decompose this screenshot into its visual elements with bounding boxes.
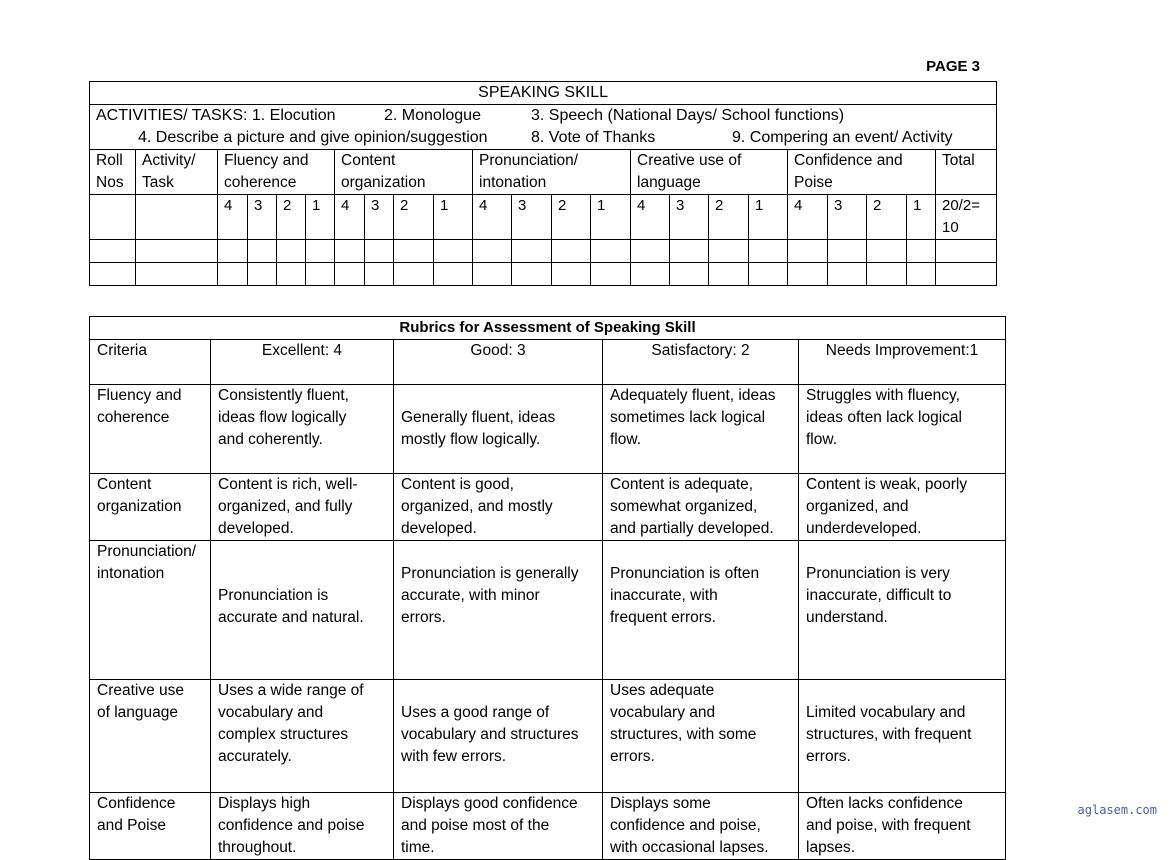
rubric-line: Displays good confidence (401, 795, 578, 812)
rubric-header-excellent: Excellent: 4 (211, 340, 394, 385)
rubric-cell-good (394, 385, 603, 474)
rubric-cell-good (394, 680, 603, 793)
score-activity-blank (136, 195, 218, 240)
rubric-line: ideas flow logically (218, 409, 347, 426)
rubric-line: Pronunciation is often (610, 565, 760, 582)
rubric-line: Often lacks confidence (806, 795, 963, 812)
activity-elocution: ACTIVITIES/ TASKS: 1. Elocution (96, 107, 336, 124)
score-cell: 1 (749, 195, 788, 240)
score-cell: 4 (631, 195, 670, 240)
rubric-line: frequent errors. (610, 609, 716, 626)
rubric-cell-satisfactory (603, 680, 799, 793)
rubric-line: confidence and poise, (610, 817, 761, 834)
total-score: 20/2= 10 (936, 195, 997, 240)
rubric-line: organized, and fully (218, 498, 353, 515)
rubric-line: Content is weak, poorly (806, 476, 968, 493)
blank-row (90, 240, 997, 263)
score-cell: 4 (473, 195, 512, 240)
rubric-line: flow. (806, 431, 838, 448)
rubric-cell-needs (799, 474, 1006, 541)
score-cell: 3 (828, 195, 867, 240)
rubric-line: ideas often lack logical (806, 409, 962, 426)
rubric-line: accurate and natural. (218, 609, 364, 626)
rubric-line: Pronunciation is (218, 587, 329, 604)
rubric-line: inaccurate, difficult to (806, 587, 952, 604)
rubric-line: Adequately fluent, ideas (610, 387, 776, 404)
rubric-line: vocabulary and structures (401, 726, 579, 743)
rubric-cell-good (394, 541, 603, 680)
rubric-line: Generally fluent, ideas (401, 409, 556, 426)
score-cell: 2 (709, 195, 749, 240)
rubric-cell-needs (799, 385, 1006, 474)
rubric-line: errors. (401, 609, 446, 626)
rubric-cell-satisfactory (603, 541, 799, 680)
rubric-line: Confidence (97, 795, 176, 812)
rubric-cell-criteria (90, 385, 211, 474)
rubric-cell-good (394, 793, 603, 860)
rubric-line: Pronunciation/ (97, 543, 197, 560)
rubric-header-good: Good: 3 (394, 340, 603, 385)
rubric-line: Displays some (610, 795, 711, 812)
rubric-line: vocabulary and (218, 704, 324, 721)
header-fluency: Fluency and coherence (218, 150, 335, 195)
rubric-cell-needs (799, 793, 1006, 860)
rubric-line: organized, and (806, 498, 909, 515)
rubric-cell-excellent (211, 793, 394, 860)
page-number-label: PAGE 3 (926, 58, 980, 75)
rubric-header-satisfactory: Satisfactory: 2 (603, 340, 799, 385)
rubric-cell-good (394, 474, 603, 541)
rubric-line: developed. (401, 520, 477, 537)
rubric-line: Consistently fluent, (218, 387, 349, 404)
activity-vote-of-thanks: 8. Vote of Thanks (531, 129, 656, 146)
rubric-cell-excellent (211, 385, 394, 474)
speaking-skill-table (89, 81, 997, 286)
rubric-line: with occasional lapses. (610, 839, 769, 856)
score-cell: 1 (434, 195, 473, 240)
rubric-line: of language (97, 704, 179, 721)
rubric-line: sometimes lack logical (610, 409, 766, 426)
rubric-line: coherence (97, 409, 170, 426)
activity-describe-picture: 4. Describe a picture and give opinion/suggestion (138, 129, 488, 146)
rubric-header-needs-improvement: Needs Improvement:1 (799, 340, 1006, 385)
header-creative: Creative use of language (631, 150, 788, 195)
rubric-line: Fluency and (97, 387, 182, 404)
rubric-row (90, 793, 1006, 860)
rubric-line: errors. (806, 748, 851, 765)
rubric-header-criteria: Criteria (90, 340, 211, 385)
header-activity-task: Activity/ Task (136, 150, 218, 195)
rubric-row (90, 541, 1006, 680)
activity-compering: 9. Compering an event/ Activity (732, 129, 953, 146)
rubric-line: organized, and mostly (401, 498, 553, 515)
rubric-line: flow. (610, 431, 642, 448)
score-cell: 3 (365, 195, 394, 240)
rubric-line: somewhat organized, (610, 498, 758, 515)
header-content: Content organization (335, 150, 473, 195)
rubric-line: errors. (610, 748, 655, 765)
rubric-line: Uses a wide range of (218, 682, 364, 699)
rubric-row (90, 474, 1006, 541)
rubric-cell-criteria (90, 680, 211, 793)
rubric-line: complex structures (218, 726, 349, 743)
rubric-cell-criteria (90, 474, 211, 541)
activity-speech: 3. Speech (National Days/ School functions) (531, 107, 845, 124)
rubric-line: inaccurate, with (610, 587, 718, 604)
score-cell: 2 (394, 195, 434, 240)
rubric-line: lapses. (806, 839, 856, 856)
rubric-line: Content (97, 476, 152, 493)
rubric-line: Creative use (97, 682, 185, 699)
score-cell: 4 (788, 195, 828, 240)
rubric-cell-satisfactory (603, 385, 799, 474)
rubric-line: intonation (97, 565, 165, 582)
rubric-line: Content is rich, well- (218, 476, 358, 493)
rubric-cell-needs (799, 680, 1006, 793)
rubric-table (89, 316, 1006, 860)
header-confidence: Confidence and Poise (788, 150, 936, 195)
header-total: Total (936, 150, 997, 195)
rubric-cell-excellent (211, 541, 394, 680)
rubric-line: throughout. (218, 839, 297, 856)
rubric-line: time. (401, 839, 435, 856)
rubric-line: vocabulary and (610, 704, 716, 721)
rubric-line: Limited vocabulary and (806, 704, 966, 721)
rubric-line: Struggles with fluency, (806, 387, 960, 404)
score-cell: 1 (306, 195, 335, 240)
rubric-line: mostly flow logically. (401, 431, 541, 448)
rubric-line: Uses a good range of (401, 704, 550, 721)
watermark: aglasem.com (1077, 803, 1157, 817)
rubric-line: Uses adequate (610, 682, 715, 699)
score-roll-blank (90, 195, 136, 240)
rubric-row (90, 385, 1006, 474)
score-cell: 4 (218, 195, 248, 240)
rubric-line: Content is good, (401, 476, 514, 493)
rubric-row (90, 680, 1006, 793)
rubric-line: Pronunciation is generally (401, 565, 579, 582)
rubric-line: structures, with some (610, 726, 757, 743)
rubric-cell-excellent (211, 474, 394, 541)
score-cell: 1 (907, 195, 936, 240)
score-cell: 2 (277, 195, 306, 240)
rubric-line: understand. (806, 609, 888, 626)
score-cell: 3 (248, 195, 277, 240)
score-cell: 3 (670, 195, 709, 240)
rubric-line: accurately. (218, 748, 292, 765)
rubric-line: confidence and poise (218, 817, 365, 834)
score-cell: 3 (512, 195, 552, 240)
rubric-line: and partially developed. (610, 520, 774, 537)
score-cell: 2 (552, 195, 591, 240)
rubric-line: and coherently. (218, 431, 323, 448)
score-cell: 1 (591, 195, 631, 240)
header-roll-nos: Roll Nos (90, 150, 136, 195)
rubric-line: and poise, with frequent (806, 817, 971, 834)
rubric-line: Content is adequate, (610, 476, 754, 493)
rubric-line: accurate, with minor (401, 587, 540, 604)
blank-row (90, 263, 997, 286)
rubric-title: Rubrics for Assessment of Speaking Skill (90, 317, 1006, 340)
rubric-line: structures, with frequent (806, 726, 972, 743)
rubric-line: Displays high (218, 795, 311, 812)
score-cell: 4 (335, 195, 365, 240)
activity-monologue: 2. Monologue (384, 107, 481, 124)
rubric-cell-satisfactory (603, 474, 799, 541)
rubric-line: organization (97, 498, 182, 515)
rubric-line: and Poise (97, 817, 166, 834)
rubric-cell-criteria (90, 793, 211, 860)
rubric-line: Pronunciation is very (806, 565, 950, 582)
score-cell: 2 (867, 195, 907, 240)
rubric-line: developed. (218, 520, 294, 537)
speaking-skill-title: SPEAKING SKILL (90, 82, 997, 105)
rubric-line: and poise most of the (401, 817, 550, 834)
rubric-cell-satisfactory (603, 793, 799, 860)
rubric-cell-needs (799, 541, 1006, 680)
rubric-line: with few errors. (401, 748, 507, 765)
rubric-cell-criteria (90, 541, 211, 680)
rubric-cell-excellent (211, 680, 394, 793)
header-pronunciation: Pronunciation/ intonation (473, 150, 631, 195)
rubric-line: underdeveloped. (806, 520, 922, 537)
activities-list (90, 105, 997, 150)
